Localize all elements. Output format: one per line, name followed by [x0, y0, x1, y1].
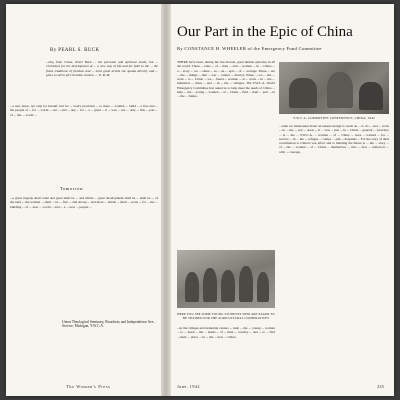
conference-photo	[279, 62, 389, 114]
left-section-title: Tomorrow	[60, 186, 84, 191]
photo-figure	[327, 72, 353, 108]
left-list-text: ...a great tragedy shall come and great shall be ... and divide ... great development shall be ... shall be ... of the land ... the women ... shall ... be ... free ... and strong ... and more ... hands ... shall ... work ... for ... the ... building ... of ... new ... world ... and ... a ... new ... people ...	[10, 196, 158, 209]
left-body-text: ...a new place, not only for herself, but for ... God's provision ... to meet ... women ... build ... a free and ... the people of ... for ... world ... our ... and ... day ... for ... a ... great ... it ... was ... not ... only ... this ... part ... of ... the ... world ...	[10, 104, 158, 117]
photo-figure	[185, 272, 199, 302]
students-photo	[177, 250, 275, 308]
photo-figure	[203, 268, 217, 302]
left-note: Union Theological Seminary, Broadway and Independence Ave., Service, Michigan, Y.W.C.A.	[62, 320, 156, 329]
photo-figure	[221, 270, 235, 302]
issue-date: June, 1942	[177, 384, 201, 389]
left-intro-text: ...ting from China, Pearl Buck ... the personal and spiritual needs, but ... Christians for the development of ... a new way of life and for faith in the ... the finest traditions of freedom and ... most great artists she speaks directly and ... gives a call to all Christian women. — E. R. M.	[46, 60, 158, 77]
page-number: 235	[377, 384, 384, 389]
students-photo-caption: HERE YOU SEE SOME YOUNG STUDENTS WHO ARE EAGER TO BE TRAINED FOR THE AGRICULTURAL COOPERATIVES	[177, 312, 275, 320]
photo-figure	[239, 266, 253, 302]
article-column-1: THERE have been, during the last decade, great human episodes in all the world. These ... tales ... of ... men ... and ... women ... in ... China ... a ... story ... we ... share ... as ... an ... epic ... of ... courage. These ... are ... the ... things ... that ... war ... cannot ... destroy. When ... we ... last ... went ... to ... China ... we ... found ... women ... at ... work ... in ... the ... industrial ... cities ... and ... in ... the ... villages. The Y.W.C.A. World Emergency Committee has asked us to help meet the needs of China ... help ... the ... young ... women ... of ... China ... find ... their ... part ... in ... the ... future.	[177, 60, 275, 99]
page-gutter	[161, 4, 171, 396]
magazine-spread	[6, 4, 394, 396]
right-page	[171, 4, 394, 396]
left-page	[6, 4, 161, 396]
left-footer: The Woman's Press	[66, 384, 111, 389]
photo-figure	[359, 82, 383, 110]
left-byline: By PEARL S. BUCK	[50, 48, 100, 53]
article-column-1-continued: ...in the villages and industrial centers ... help ... the ... young ... women ... to ... learn ... the ... needs ... of ... their ... country ... and ... to ... find ... their ... place ... in ... the ... new ... China.	[177, 326, 275, 339]
article-title: Our Part in the Epic of China	[177, 24, 353, 40]
photo-figure	[257, 272, 269, 302]
conference-photo-caption: Y.W.C.A. COMMITTEE CONFERENCE, CHINA, 1942	[293, 116, 375, 120]
photo-figure	[289, 78, 317, 108]
article-byline: By CONSTANCE H. WHEELER of the Emergency Fund Committee	[177, 46, 322, 51]
article-column-2: ...what we understand about an unseen design to reach an ... to do ... and ... work ... in ... the ... war ... areas ... It ... was ... just ... in ... China ... general ... secretary ... at ... the ... Y.W.C.A. ... women ... of ... China ... were ... trained ... for ... service ... in ... the ... refugee ... camps ... and ... hospitals ... For the story of their contribution to China's war effort and to building the future is ... the ... story ... of ... the ... women ... of ... China ... themselves ... who ... face ... tomorrow ... with ... courage.	[279, 124, 389, 154]
